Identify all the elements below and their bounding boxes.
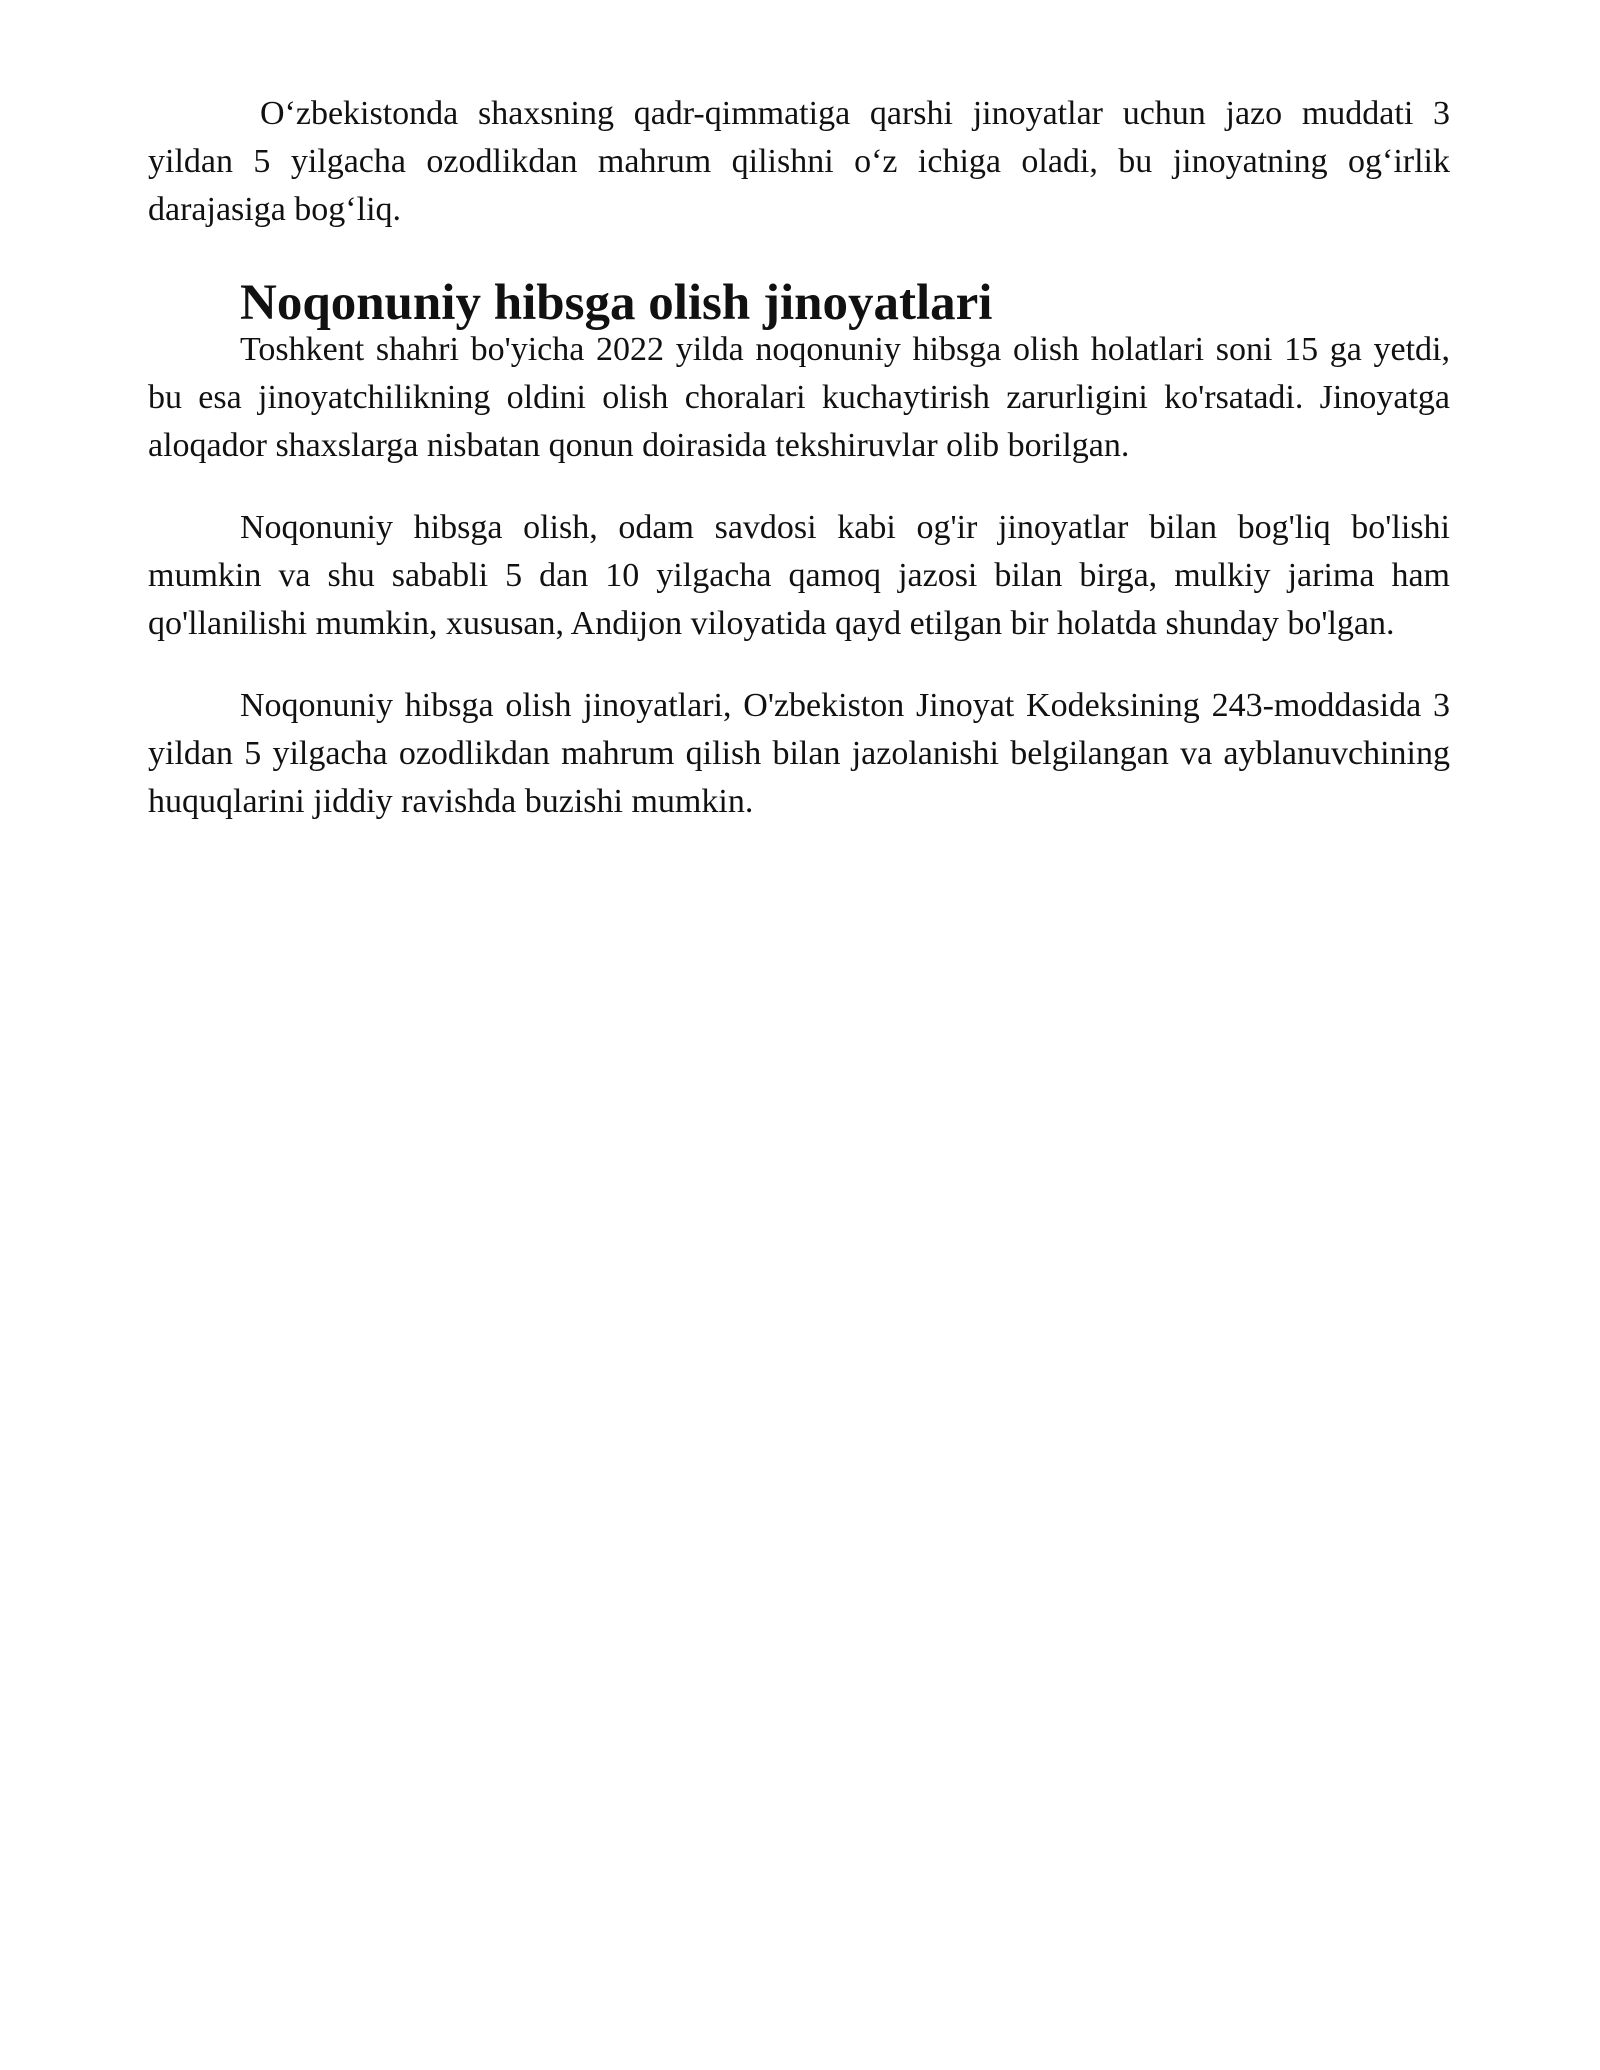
section-heading: Noqonuniy hibsga olish jinoyatlari xyxy=(240,275,993,331)
body-paragraph-3: Noqonuniy hibsga olish jinoyatlari, O'zbekiston Jinoyat Kodeksining 243-moddasida 3 yildan 5 yilgacha ozodlikdan mahrum qilish bilan jazolanishi belgilangan va ayblanuvchining huquqlarini jiddiy ravishda buzishi mumkin. xyxy=(148,687,1450,820)
spacer xyxy=(148,234,1450,280)
document-body xyxy=(148,90,1450,826)
body-paragraph-2: Noqonuniy hibsga olish, odam savdosi kabi og'ir jinoyatlar bilan bog'liq bo'lishi mumkin va shu sababli 5 dan 10 yilgacha qamoq jazosi bilan birga, mulkiy jarima ham qo'llanilishi mumkin, xususan, Andijon viloyatida qayd etilgan bir holatda shunday bo'lgan. xyxy=(148,509,1450,642)
body-paragraph-1: Toshkent shahri bo'yicha 2022 yilda noqonuniy hibsga olish holatlari soni 15 ga yetdi, bu esa jinoyatchilikning oldini olish choralari kuchaytirish zarurligini ko'rsatadi. Jinoyatga aloqador shaxslarga nisbatan qonun doirasida tekshiruvlar olib borilgan. xyxy=(148,331,1450,464)
intro-paragraph: Oʻzbekistonda shaxsning qadr-qimmatiga qarshi jinoyatlar uchun jazo muddati 3 yildan 5 yilgacha ozodlikdan mahrum qilishni oʻz ichiga oladi, bu jinoyatning ogʻirlik darajasiga bogʻliq. xyxy=(148,95,1450,228)
spacer xyxy=(148,648,1450,682)
spacer xyxy=(148,470,1450,504)
